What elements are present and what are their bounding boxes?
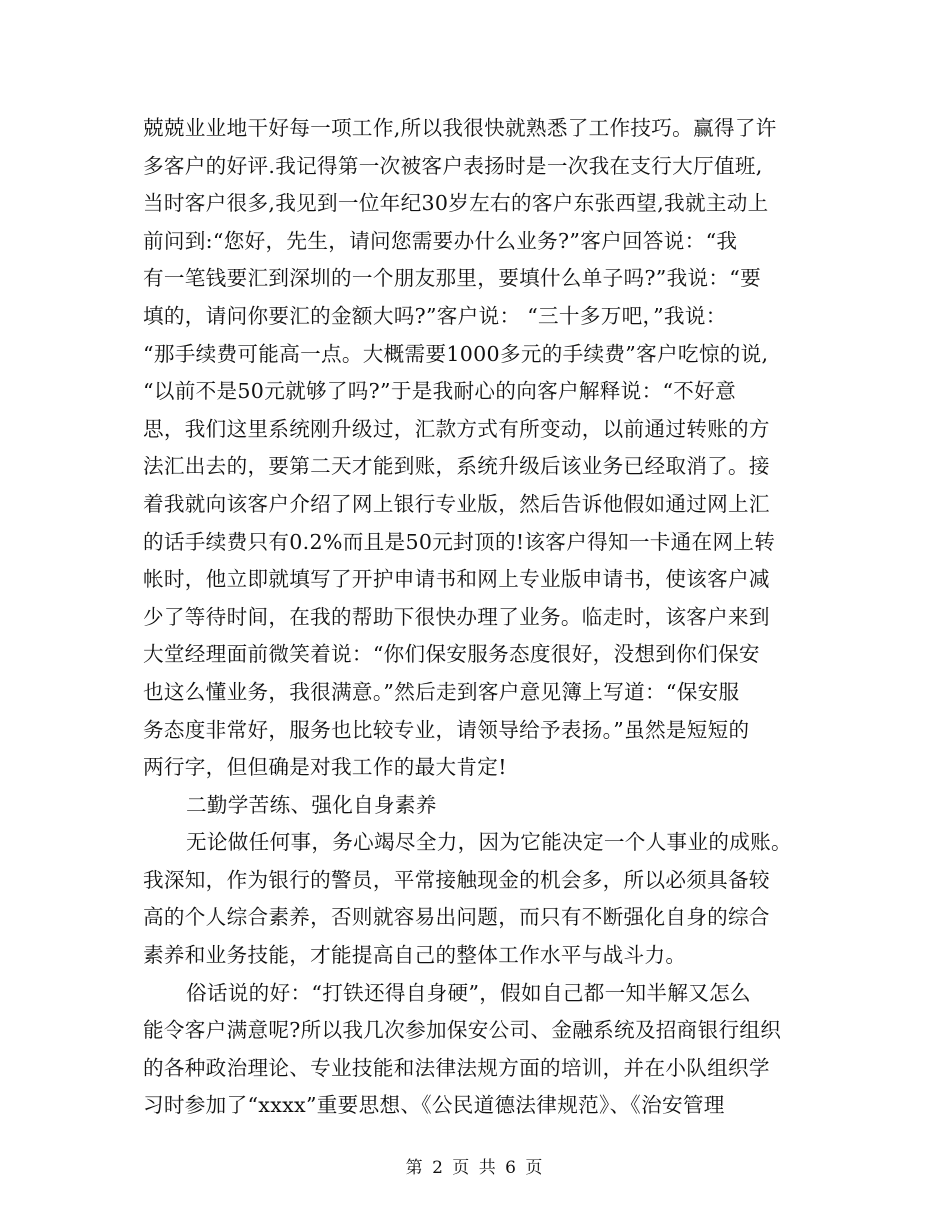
text-line: 思，我们这里系统刚升级过，汇款方式有所变动，以前通过转账的方 [143,416,770,441]
text-line: 能令客户满意呢?所以我几次参加保安公司、金融系统及招商银行组织 [143,1018,782,1043]
text-line: 当时客户很多,我见到一位年纪30岁左右的客户东张西望,我就主动上 [143,191,769,216]
text-line: 的话手续费只有0.2%而且是50元封顶的!该客户得知一卡通在网上转 [143,529,776,554]
text-line: 两行字，但但确是对我工作的最大肯定! [143,755,507,780]
text-line: 素养和业务技能，才能提高自己的整体工作水平与战斗力。 [143,943,687,968]
text-line: 务态度非常好，服务也比较专业，请领导给予表扬。”虽然是短短的 [143,717,750,742]
text-line: 我深知，作为银行的警员，平常接触现金的机会多，所以必须具备较 [143,867,770,892]
text-line: 帐时，他立即就填写了开护申请书和网上专业版申请书，使该客户减 [143,567,770,592]
text-line: 多客户的好评.我记得第一次被客户表扬时是一次我在支行大厅值班, [143,153,763,178]
text-line: 无论做任何事，务心竭尽全力，因为它能决定一个人事业的成账。 [186,830,792,855]
text-line: 也这么懂业务，我很满意。”然后走到客户意见簿上写道：“保安服 [143,679,740,704]
body-text [143,110,808,1125]
text-line: “以前不是50元就够了吗?”于是我耐心的向客户解释说：“不好意 [143,379,736,404]
text-line: 高的个人综合素养，否则就容易出问题，而只有不断强化自身的综合 [143,905,770,930]
text-line: 少了等待时间，在我的帮助下很快办理了业务。临走时，该客户来到 [143,604,770,629]
text-line: 着我就向该客户介绍了网上银行专业版，然后告诉他假如通过网上汇 [143,491,770,516]
text-line: 大堂经理面前微笑着说：“你们保安服务态度很好，没想到你们保安 [143,642,760,667]
page-number-footer: 第 2 页 共 6 页 [405,1158,545,1178]
text-line: 有一笔钱要汇到深圳的一个朋友那里，要填什么单子吗?”我说：“要 [143,266,762,291]
text-line: “那手续费可能高一点。大概需要1000多元的手续费”客户吃惊的说, [143,341,769,366]
text-line: 俗话说的好：“打铁还得自身硬”，假如自己都一知半解又怎么 [186,980,751,1005]
text-line: 的各种政治理论、专业技能和法律法规方面的培训，并在小队组织学 [143,1055,770,1080]
text-line: 习时参加了“xxxx”重要思想、《公民道德法律规范》、《治安管理 [143,1093,725,1118]
text-line: 兢兢业业地干好每一项工作,所以我很快就熟悉了工作技巧。赢得了许 [143,116,777,140]
text-line: 填的，请问你要汇的金额大吗?”客户说： “三十多万吧，”我说： [143,303,727,328]
text-line: 法汇出去的，要第二天才能到账，系统升级后该业务已经取消了。接 [143,454,770,479]
section-heading: 二勤学苦练、强化自身素养 [186,792,437,817]
text-line: 前问到:“您好，先生，请问您需要办什么业务?”客户回答说：“我 [143,228,738,253]
